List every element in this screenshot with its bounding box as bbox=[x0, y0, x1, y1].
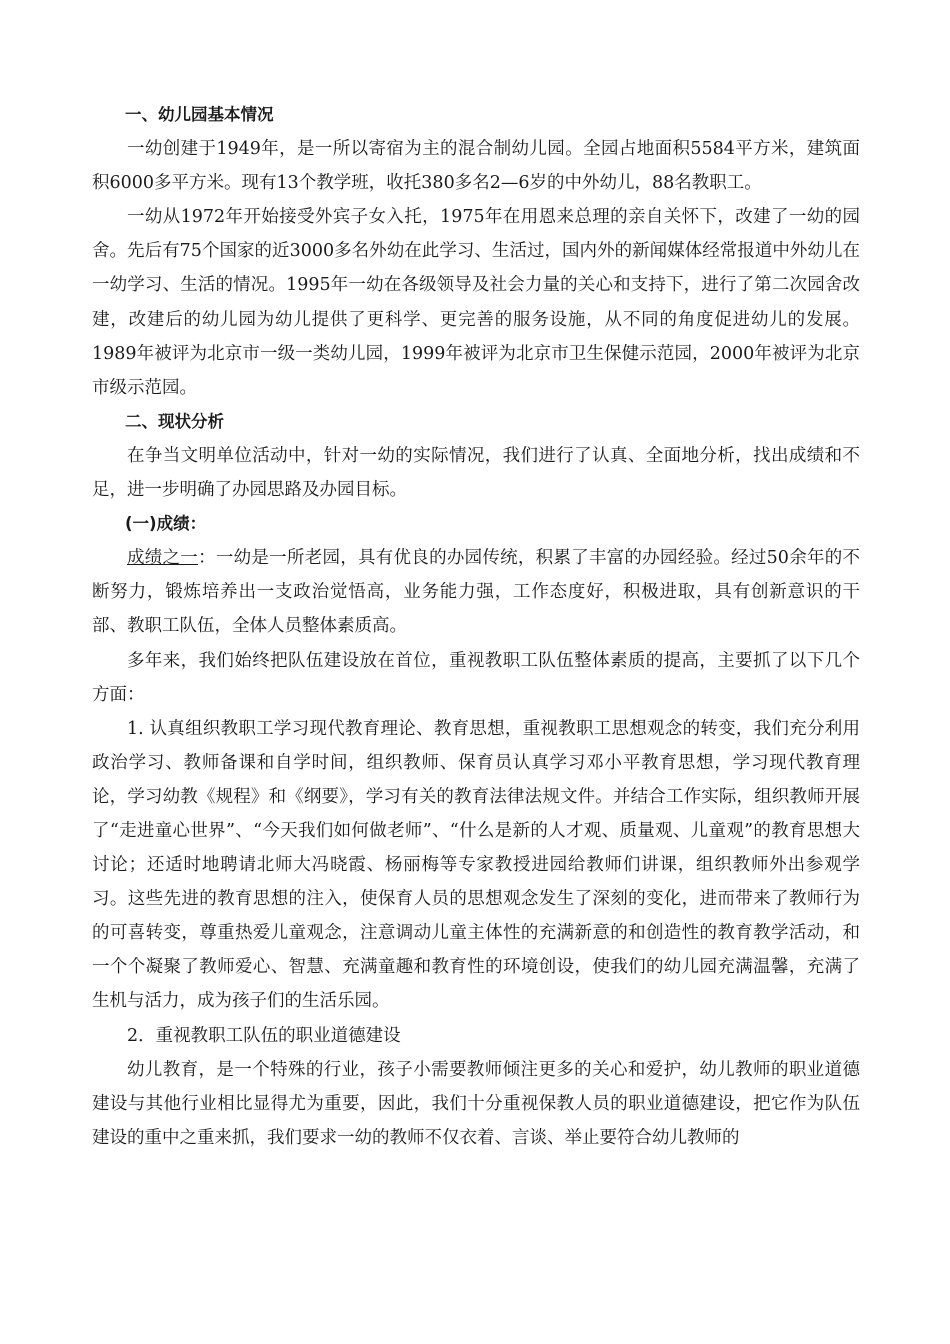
paragraph-ethics: 幼儿教育，是一个特殊的行业，孩子小需要教师倾注更多的关心和爱护，幼儿教师的职业道德建设与其他行业相比显得尤为重要，因此，我们十分重视保教人员的职业道德建设，把它作为队伍建设的重中之重来抓，我们要求一幼的教师不仅衣着、言谈、举止要符合幼儿教师的 bbox=[92, 1059, 860, 1148]
paragraph-founding: 一幼创建于1949年，是一所以寄宿为主的混合制幼儿园。全园占地面积5584平方米，建筑面积6000多平方米。现有13个教学班，收托380多名2—6岁的中外幼儿，88名教职工。 bbox=[92, 139, 860, 194]
paragraph-achievement-one bbox=[92, 541, 860, 643]
paragraph-team-building: 多年来，我们始终把队伍建设放在首位，重视教职工队伍整体素质的提高，主要抓了以下几个方面： bbox=[92, 650, 860, 705]
paragraph-item-1: 1. 认真组织教职工学习现代教育理论、教育思想，重视教职工思想观念的转变，我们充分利用政治学习、教师备课和自学时间，组织教师、保育员认真学习邓小平教育思想，学习现代教育理论，学习幼教《规程》和《纲要》，学习有关的教育法律法规文件。并结合工作实际，组织教师开展了“走进童心世界”、“今天我们如何做老师”、“什么是新的人才观、质量观、儿童观”的教育思想大讨论；还适时地聘请北师大冯晓霞、杨丽梅等专家教授进园给教师们讲课，组织教师外出参观学习。这些先进的教育思想的注入，使保育人员的思想观念发生了深刻的变化，进而带来了教师行为的可喜转变，尊重热爱儿童观念，注意调动儿童主体性的充满新意的和创造性的教育教学活动，和一个个凝聚了教师爱心、智慧、充满童趣和教育性的环境创设，使我们的幼儿园充满温馨，充满了生机与活力，成为孩子们的生活乐园。 bbox=[92, 718, 860, 1012]
paragraph-analysis-intro: 在争当文明单位活动中，针对一幼的实际情况，我们进行了认真、全面地分析，找出成绩和不足，进一步明确了办园思路及办园目标。 bbox=[92, 445, 860, 501]
section-heading-analysis: 二、现状分析 bbox=[125, 411, 224, 431]
paragraph-history: 一幼从1972年开始接受外宾子女入托，1975年在用恩来总理的亲自关怀下，改建了一幼的园舍。先后有75个国家的近3000多名外幼在此学习、生活过，国内外的新闻媒体经常报道中外幼儿在一幼学习、生活的情况。1995年一幼在各级领导及社会力量的关心和支持下，进行了第二次园舍改建，改建后的幼儿园为幼儿提供了更科学、更完善的服务设施，从不同的角度促进幼儿的发展。1989年被评为北京市一级一类幼儿园，1999年被评为北京市卫生保健示范园，2000年被评为北京市级示范园。 bbox=[92, 207, 860, 398]
paragraph-item-2-title: 2．重视教职工队伍的职业道德建设 bbox=[127, 1025, 401, 1046]
achievement-one-text: ：一幼是一所老园，具有优良的办园传统，积累了丰富的办园经验。经过50余年的不断努力，锻炼培养出一支政治觉悟高，业务能力强，工作态度好，积极进取，具有创新意识的干部、教职工队伍，全体人员整体素质高。 bbox=[92, 548, 861, 637]
achievement-one-label: 成绩之一 bbox=[127, 548, 199, 569]
section-heading-basic-info: 一、幼儿园基本情况 bbox=[125, 105, 274, 124]
subsection-heading-achievements: (一)成绩： bbox=[125, 514, 207, 534]
document-page bbox=[92, 98, 860, 1155]
